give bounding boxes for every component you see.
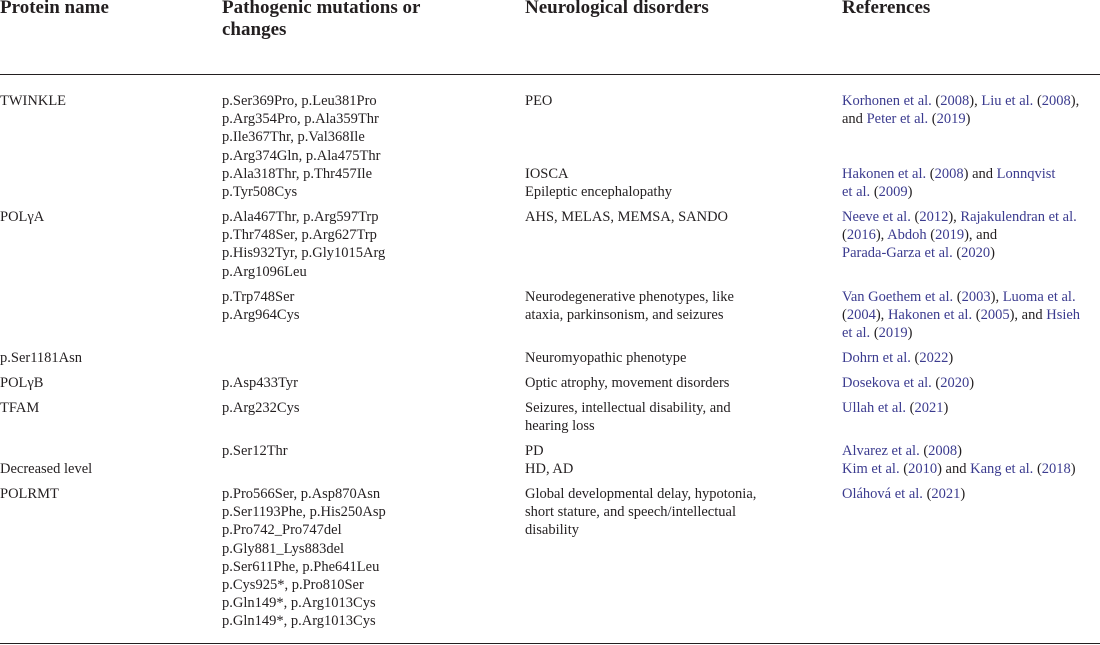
cell-protein-polrmt: POLRMT (0, 486, 59, 502)
header-protein-name: Protein name (0, 0, 109, 18)
mutation-line: p.Ile367Thr, p.Val368Ile (222, 129, 365, 146)
reference-link[interactable]: et al. (842, 184, 871, 201)
reference-link[interactable]: Hakonen et al. (887, 307, 973, 324)
reference-year-link[interactable]: 2005 (980, 307, 1010, 324)
disorder-line: PD (525, 443, 544, 459)
reference-link[interactable]: et al. (842, 325, 871, 342)
header-pathogenic-mutations: Pathogenic mutations or changes (222, 0, 421, 40)
cell-disorders-polrmt (525, 485, 756, 540)
mutation-line: p.Arg1096Leu (222, 263, 307, 280)
cell-disorders-tfam (525, 399, 731, 435)
mutation-line: p.Arg374Gln, p.Ala475Thr (222, 147, 381, 164)
mutation-line: p.Gln149*, p.Arg1013Cys (222, 613, 376, 630)
mutation-line: p.Ser611Phe, p.Phe641Leu (222, 558, 380, 575)
mutation-line: p.Ala318Thr, p.Thr457Ile (222, 165, 373, 182)
cell-disorders-pd-hd (525, 442, 573, 478)
header-references: References (842, 0, 931, 18)
reference-year-link[interactable]: 2021 (931, 486, 961, 502)
cell-protein-decreased-level: Decreased level (0, 461, 93, 477)
cell-mutations-ser12thr: p.Ser12Thr (222, 443, 288, 459)
mutation-line: p.His932Tyr, p.Gly1015Arg (222, 245, 386, 262)
reference-link[interactable]: Lonnqvist (996, 166, 1056, 182)
reference-link[interactable]: Alvarez et al. (842, 443, 920, 459)
reference-year-link[interactable]: 2020 (940, 375, 970, 391)
cell-mutations-polga (222, 208, 385, 281)
reference-year-link[interactable]: 2016 (846, 227, 876, 244)
reference-link[interactable]: Dohrn et al. (842, 350, 911, 366)
mutation-line: p.Trp748Ser (222, 289, 295, 305)
mutation-line: p.Tyr508Cys (222, 184, 298, 201)
cell-disorders-iosca (525, 165, 672, 201)
disorder-line: disability (525, 522, 579, 539)
reference-year-link[interactable]: 2018 (1041, 461, 1071, 478)
table-bottom-rule (0, 643, 1100, 644)
cell-protein-twinkle: TWINKLE (0, 93, 67, 109)
cell-disorders-polgb: Optic atrophy, movement disorders (525, 375, 730, 391)
mutation-line: p.Gln149*, p.Arg1013Cys (222, 595, 376, 612)
reference-link[interactable]: Van Goethem et al. (842, 289, 954, 305)
cell-refs-polga-2: Van Goethem et al. (2003), Luoma et al. (2004), Hakonen et al. (2005), and Hsieh et al. (2019) (842, 289, 1081, 342)
cell-refs-polga: Neeve et al. (2012), Rajakulendran et al. (2016), Abdoh (2019), and Parada-Garza et al. (2020) (842, 209, 1077, 262)
header-neurological-disorders: Neurological disorders (525, 0, 709, 18)
ref-conjunction: and (842, 111, 863, 128)
mutation-line: p.Ser1193Phe, p.His250Asp (222, 504, 386, 521)
reference-year-link[interactable]: 2021 (914, 400, 944, 416)
disorder-line: Global developmental delay, hypotonia, (525, 486, 757, 502)
disorder-line: Epileptic encephalopathy (525, 184, 672, 201)
reference-year-link[interactable]: 2004 (846, 307, 876, 324)
header-rule (0, 74, 1100, 75)
reference-year-link[interactable]: 2019 (878, 325, 908, 342)
mutation-line: p.Ser369Pro, p.Leu381Pro (222, 93, 377, 109)
mutation-line: p.Pro742_Pro747del (222, 522, 342, 539)
cell-refs-twinkle-iosca: Hakonen et al. (2008) and Lonnqvist et al. (2009) (842, 166, 1056, 201)
reference-link[interactable]: Liu et al. (981, 93, 1034, 109)
reference-year-link[interactable]: 2022 (919, 350, 949, 366)
ref-conjunction: and (1021, 307, 1043, 324)
reference-link[interactable]: Hakonen et al. (842, 166, 927, 182)
reference-year-link[interactable]: 2008 (940, 93, 970, 109)
reference-year-link[interactable]: 2003 (961, 289, 991, 305)
reference-year-link[interactable]: 2020 (961, 245, 991, 262)
cell-refs-polgb: Dosekova et al. (2020) (842, 375, 975, 391)
mutation-line: p.Cys925*, p.Pro810Ser (222, 577, 364, 594)
reference-link[interactable]: Korhonen et al. (842, 93, 932, 109)
cell-disorders-polga-2 (525, 288, 734, 324)
reference-year-link[interactable]: 2009 (878, 184, 908, 201)
reference-link[interactable]: Peter et al. (866, 111, 929, 128)
cell-refs-tfam: Ullah et al. (2021) (842, 400, 949, 416)
reference-link[interactable]: Hsieh (1046, 307, 1081, 324)
cell-protein-polgb: POLγB (0, 375, 44, 391)
reference-link[interactable]: Oláhová et al. (842, 486, 923, 502)
reference-link[interactable]: Parada-Garza et al. (842, 245, 953, 262)
ref-conjunction: and (972, 166, 994, 182)
mutation-line: p.Arg354Pro, p.Ala359Thr (222, 111, 379, 128)
disorder-line: hearing loss (525, 418, 595, 435)
reference-year-link[interactable]: 2019 (935, 227, 965, 244)
disorder-line: Neurodegenerative phenotypes, like (525, 289, 734, 305)
cell-mutations-polgb: p.Asp433Tyr (222, 375, 298, 391)
cell-mutations-polrmt (222, 485, 386, 631)
mutation-line: p.Ala467Thr, p.Arg597Trp (222, 209, 379, 225)
reference-year-link[interactable]: 2008 (928, 443, 958, 459)
mutation-line: p.Arg964Cys (222, 307, 300, 324)
reference-link[interactable]: Rajakulendran et al. (960, 209, 1077, 225)
ref-conjunction: and (976, 227, 998, 244)
disorder-line: short stature, and speech/intellectual (525, 504, 736, 521)
mutation-line: p.Pro566Ser, p.Asp870Asn (222, 486, 381, 502)
mutation-line: p.Gly881_Lys883del (222, 540, 345, 557)
cell-disorder-peo: PEO (525, 93, 553, 109)
reference-link[interactable]: Kang et al. (970, 461, 1034, 478)
ref-conjunction: and (945, 461, 967, 478)
reference-year-link[interactable]: 2010 (908, 461, 938, 478)
mutation-line: p.Thr748Ser, p.Arg627Trp (222, 227, 377, 244)
cell-mutations-twinkle (222, 92, 380, 201)
disorder-line: HD, AD (525, 461, 574, 478)
cell-disorders-polga: AHS, MELAS, MEMSA, SANDO (525, 209, 729, 225)
reference-link[interactable]: Neeve et al. (842, 209, 911, 225)
cell-disorders-neuromyopathic: Neuromyopathic phenotype (525, 350, 687, 366)
reference-link[interactable]: Abdoh (887, 227, 927, 244)
cell-mutations-polga-2 (222, 288, 299, 324)
cell-mutations-tfam: p.Arg232Cys (222, 400, 300, 416)
disorder-line: Seizures, intellectual disability, and (525, 400, 731, 416)
cell-refs-decreased-level: Alvarez et al. (2008) Kim et al. (2010) and Kang et al. (2018) (842, 443, 1076, 478)
cell-protein-tfam: TFAM (0, 400, 40, 416)
reference-year-link[interactable]: 2008 (1041, 93, 1071, 109)
reference-link[interactable]: Dosekova et al. (842, 375, 932, 391)
cell-refs-twinkle-peo: Korhonen et al. (2008), Liu et al. (2008), and Peter et al. (2019) (842, 93, 1080, 128)
reference-link[interactable]: Luoma et al. (1002, 289, 1076, 305)
disorder-line: ataxia, parkinsonism, and seizures (525, 307, 724, 324)
cell-protein-ser1181asn: p.Ser1181Asn (0, 350, 83, 366)
reference-year-link[interactable]: 2008 (934, 166, 964, 182)
disorder-line: IOSCA (525, 166, 569, 182)
cell-refs-ser1181asn: Dohrn et al. (2022) (842, 350, 954, 366)
reference-year-link[interactable]: 2019 (936, 111, 966, 128)
reference-year-link[interactable]: 2012 (919, 209, 949, 225)
reference-link[interactable]: Ullah et al. (842, 400, 907, 416)
reference-link[interactable]: Kim et al. (842, 461, 900, 478)
cell-protein-polga: POLγA (0, 209, 45, 225)
cell-refs-polrmt: Oláhová et al. (2021) (842, 486, 966, 502)
